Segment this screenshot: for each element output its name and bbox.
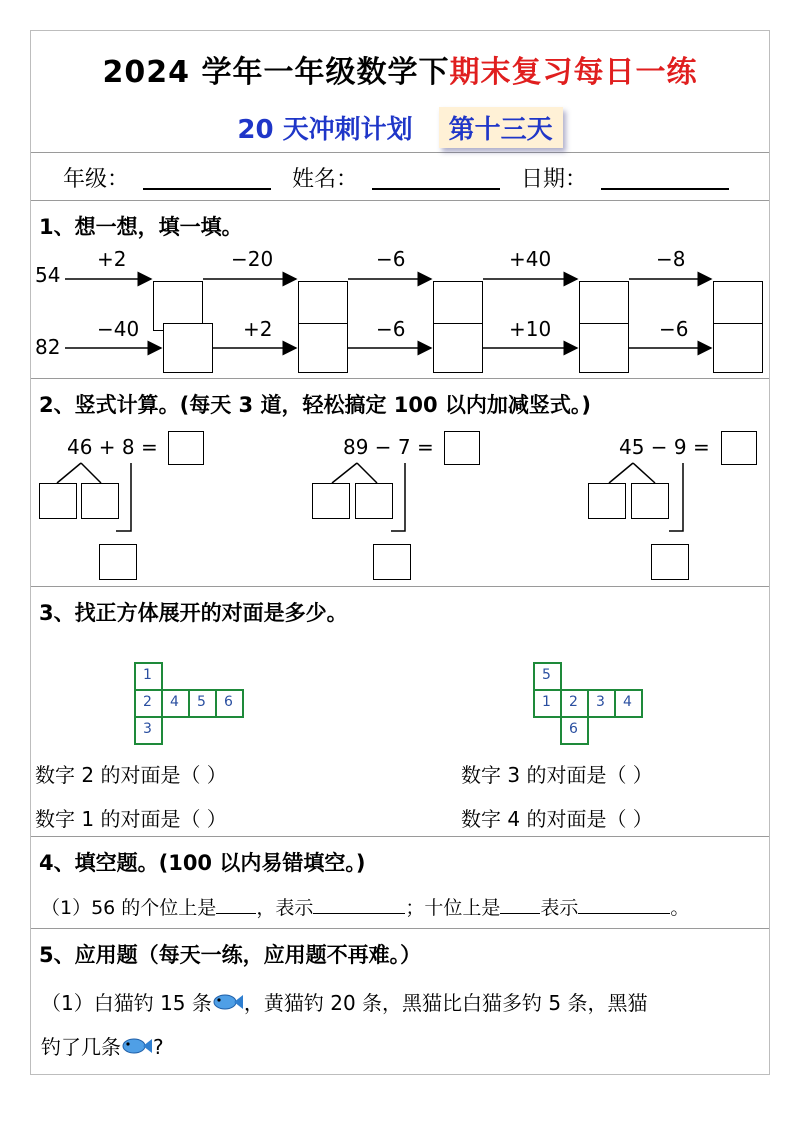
fill-question: （1）56 的个位上是 ，表示 ；十位上是 表示 。 [41, 897, 690, 919]
chain-2-start: 82 [35, 335, 61, 359]
op-label: −40 [97, 317, 140, 341]
day-badge: 第十三天 [439, 107, 563, 148]
op-label: −20 [231, 247, 274, 271]
fill-blank[interactable] [578, 895, 670, 914]
section-2-title: 2、竖式计算。(每天 3 道，轻松搞定 100 以内加减竖式。) [39, 393, 591, 417]
section-2 [31, 379, 769, 587]
net-number: 5 [542, 667, 551, 683]
title-highlight: 期末复习每日一练 [449, 55, 698, 90]
net-number: 4 [623, 694, 632, 710]
info-row [31, 153, 769, 201]
calc-problem: 89 − 7 = [343, 435, 434, 459]
subtitle [31, 107, 769, 148]
op-label: −6 [659, 317, 689, 341]
answer-box[interactable] [713, 323, 763, 373]
section-3-title: 3、找正方体展开的对面是多少。 [39, 601, 348, 625]
split-box[interactable] [312, 483, 350, 519]
split-box[interactable] [631, 483, 669, 519]
section-4-title: 4、填空题。(100 以内易错填空。) [39, 851, 366, 875]
net-number: 3 [143, 721, 152, 737]
opposite-question: 数字 1 的对面是（ ） [35, 807, 227, 831]
grade-blank[interactable] [143, 166, 271, 190]
answer-box[interactable] [579, 323, 629, 373]
opposite-question: 数字 3 的对面是（ ） [461, 763, 653, 787]
net-number: 5 [197, 694, 206, 710]
fill-blank[interactable] [313, 895, 405, 914]
opposite-question: 数字 2 的对面是（ ） [35, 763, 227, 787]
answer-box[interactable] [433, 323, 483, 373]
grade-label: 年级： [63, 167, 130, 192]
section-1 [31, 201, 769, 379]
op-label: −6 [376, 247, 406, 271]
word-problem-line-1: （1）白猫钓 15 条 ，黄猫钓 20 条，黑猫比白猫多钓 5 条，黑猫 [41, 991, 648, 1015]
fish-icon [212, 992, 244, 1012]
split-box[interactable] [39, 483, 77, 519]
cube-nets [31, 587, 769, 837]
net-number: 6 [569, 721, 578, 737]
chain-arrows [31, 201, 769, 379]
split-box[interactable] [81, 483, 119, 519]
chain-1-start: 54 [35, 263, 61, 287]
split-box[interactable] [588, 483, 626, 519]
calc-problem: 45 − 9 = [619, 435, 710, 459]
op-label: +10 [509, 317, 552, 341]
split-box[interactable] [355, 483, 393, 519]
name-label: 姓名： [292, 167, 359, 192]
calc-problem: 46 + 8 = [67, 435, 158, 459]
section-1-title: 1、想一想，填一填。 [39, 215, 243, 239]
result-box[interactable] [651, 544, 689, 580]
opposite-question: 数字 4 的对面是（ ） [461, 807, 653, 831]
net-number: 3 [596, 694, 605, 710]
fill-blank[interactable] [216, 895, 256, 914]
result-box[interactable] [99, 544, 137, 580]
net-number: 4 [170, 694, 179, 710]
op-label: +40 [509, 247, 552, 271]
section-3 [31, 587, 769, 837]
section-4 [31, 837, 769, 929]
worksheet [30, 30, 770, 1075]
net-number: 1 [542, 694, 551, 710]
name-blank[interactable] [372, 166, 500, 190]
net-number: 1 [143, 667, 152, 683]
fish-icon [121, 1036, 153, 1056]
section-5 [31, 929, 769, 1074]
page-title [31, 47, 769, 91]
header-row [31, 31, 769, 153]
op-label: −8 [656, 247, 686, 271]
date-label: 日期： [521, 167, 588, 192]
title-main: 2024 学年一年级数学下 [102, 55, 450, 90]
result-box[interactable] [373, 544, 411, 580]
fill-blank[interactable] [500, 895, 540, 914]
info-fields [63, 162, 729, 193]
net-number: 2 [143, 694, 152, 710]
op-label: −6 [376, 317, 406, 341]
answer-box[interactable] [298, 323, 348, 373]
answer-box[interactable] [163, 323, 213, 373]
word-problem-line-2: 钓了几条 ? [41, 1035, 164, 1059]
op-label: +2 [97, 247, 127, 271]
date-blank[interactable] [601, 166, 729, 190]
op-label: +2 [243, 317, 273, 341]
net-number: 2 [569, 694, 578, 710]
plan-label: 20 天冲刺计划 [237, 115, 413, 145]
net-number: 6 [224, 694, 233, 710]
section-5-title: 5、应用题（每天一练，应用题不再难。） [39, 943, 422, 967]
